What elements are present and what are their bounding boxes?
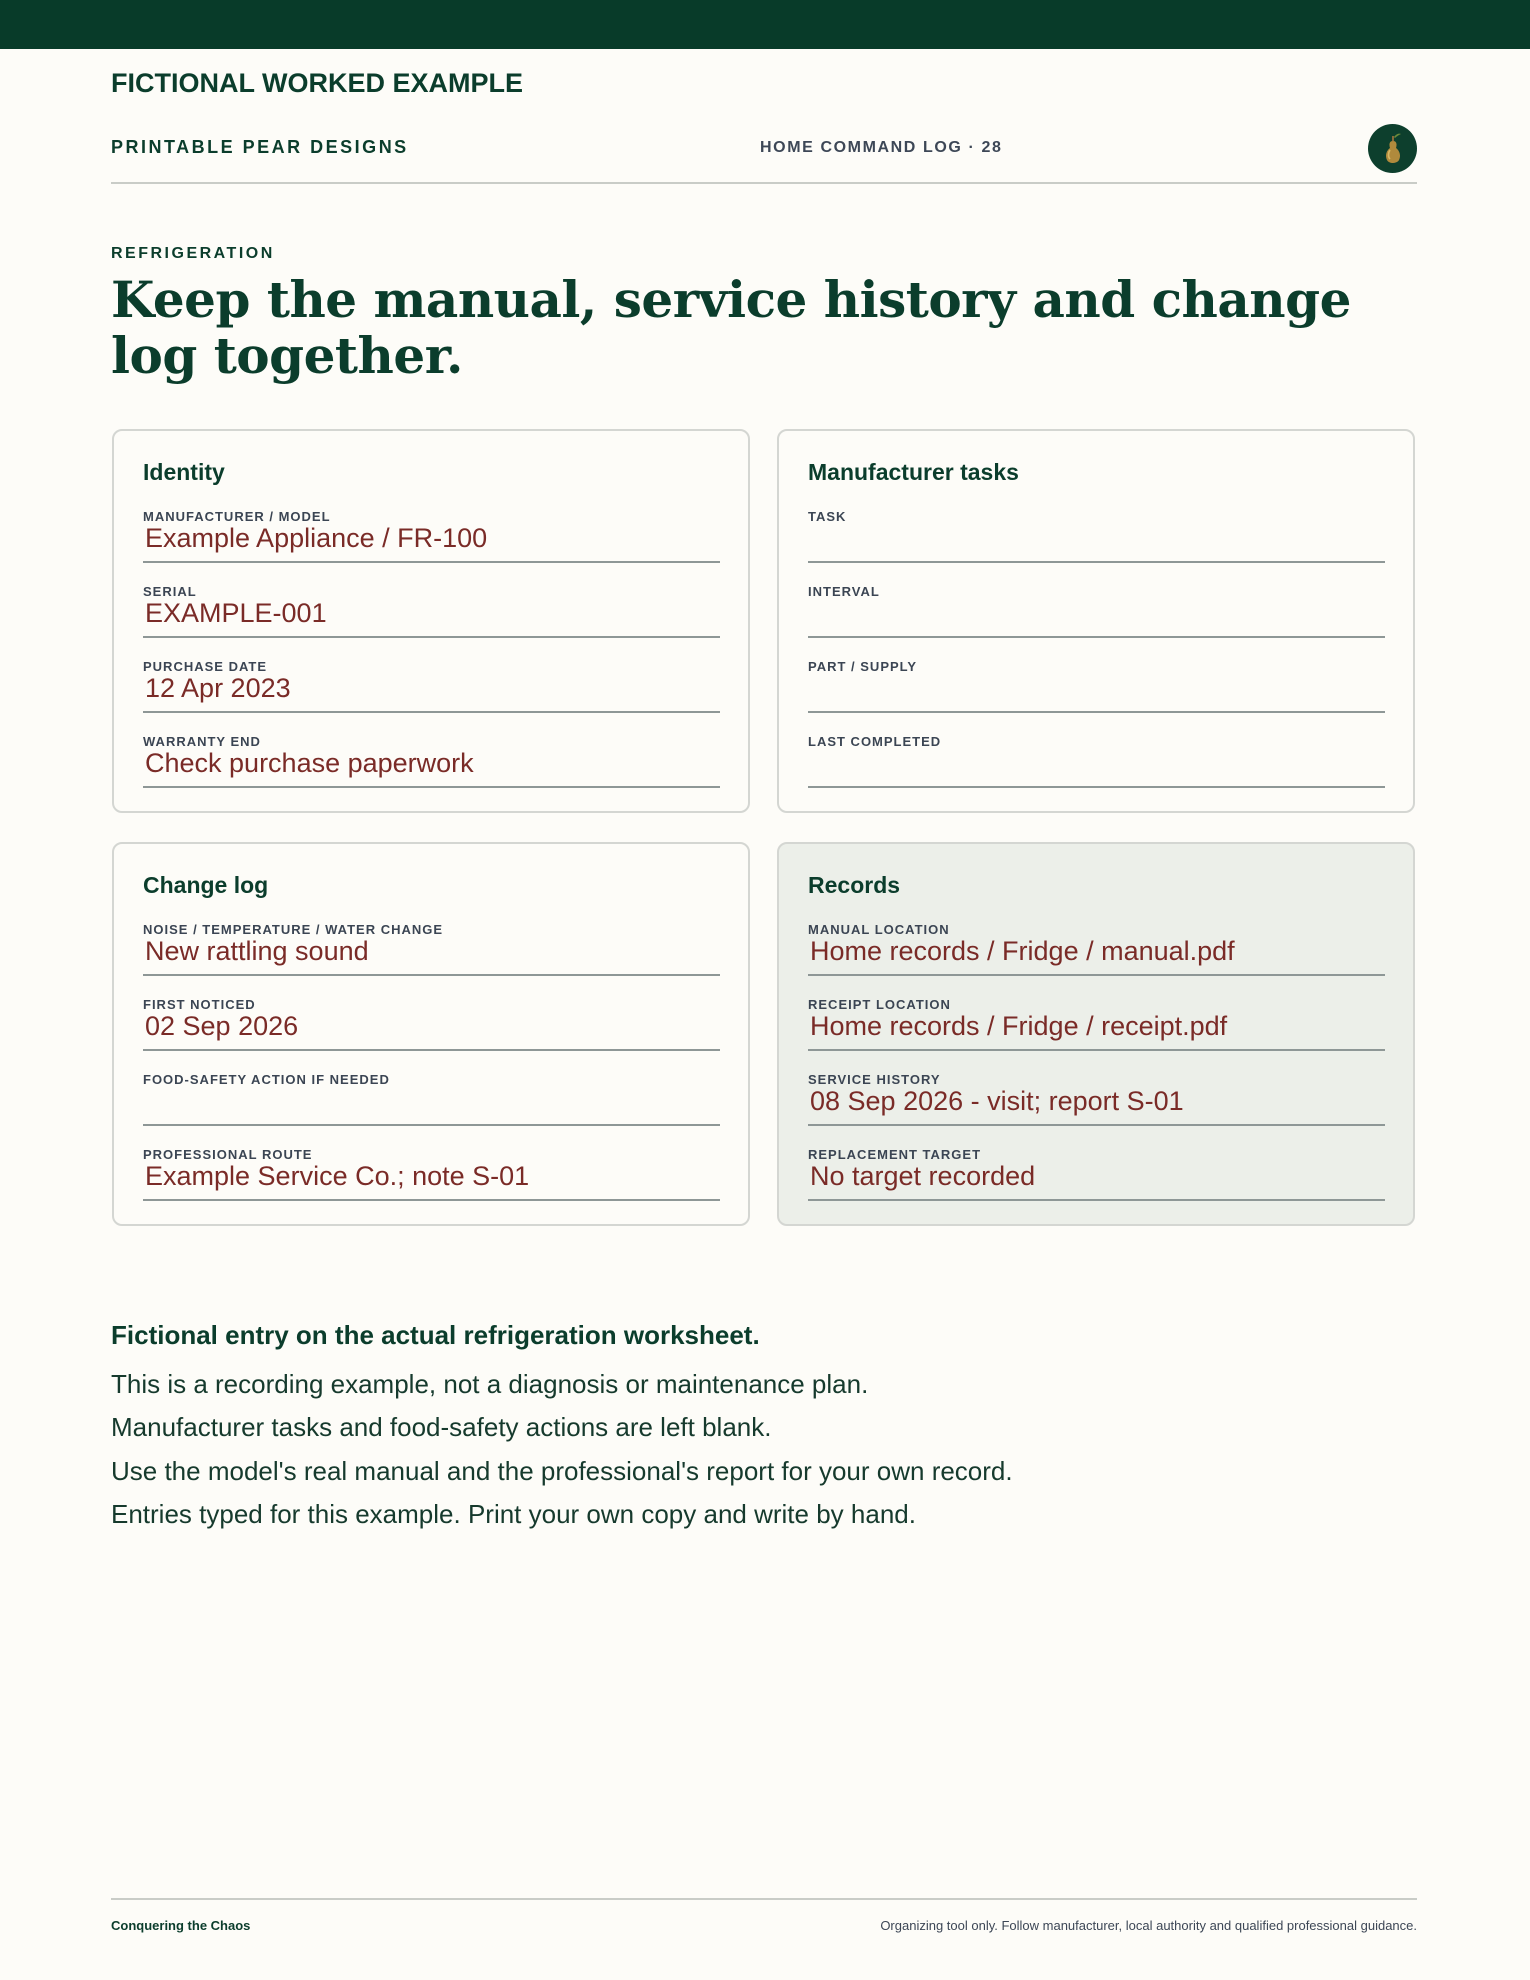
field-value: 12 Apr 2023 [145, 673, 291, 703]
note-line: This is a recording example, not a diagnosis or maintenance plan. [111, 1369, 869, 1399]
field-value: 08 Sep 2026 - visit; report S-01 [810, 1086, 1184, 1116]
field-value: No target recorded [810, 1161, 1036, 1191]
warranty-end-field[interactable] [143, 734, 720, 788]
note-heading: Fictional entry on the actual refrigeration worksheet. [111, 1320, 760, 1350]
document-label: HOME COMMAND LOG · 28 [760, 139, 1003, 156]
field-label: SERIAL [143, 584, 197, 599]
first-noticed-field[interactable] [143, 997, 720, 1051]
identity-card [112, 429, 750, 813]
card-title: Identity [143, 459, 225, 485]
field-label: RECEIPT LOCATION [808, 997, 951, 1012]
field-value: Example Appliance / FR-100 [145, 523, 488, 553]
footer-left: Conquering the Chaos [111, 1918, 251, 1933]
note-line: Entries typed for this example. Print your own copy and write by hand. [111, 1499, 916, 1529]
field-label: PURCHASE DATE [143, 659, 267, 674]
manufacturer-model-field[interactable] [143, 509, 720, 563]
footer-divider [111, 1898, 1417, 1900]
card-title: Records [808, 872, 901, 898]
field-label: WARRANTY END [143, 734, 261, 749]
field-value: Check purchase paperwork [145, 748, 474, 778]
noise-temperature-water-field[interactable] [143, 922, 720, 976]
note-line: Use the model's real manual and the professional's report for your own record. [111, 1456, 1013, 1486]
footer-disclaimer: Organizing tool only. Follow manufacturer, local authority and qualified professional guidance. [880, 1918, 1417, 1933]
field-value: EXAMPLE-001 [145, 598, 327, 628]
manual-location-field[interactable] [808, 922, 1385, 976]
manufacturer-tasks-card [777, 429, 1415, 813]
field-value: Home records / Fridge / manual.pdf [810, 936, 1235, 966]
purchase-date-field[interactable] [143, 659, 720, 713]
field-label: INTERVAL [808, 584, 880, 599]
professional-route-field[interactable] [143, 1147, 720, 1201]
card-title: Manufacturer tasks [808, 459, 1019, 485]
brand-name: PRINTABLE PEAR DESIGNS [111, 137, 409, 157]
header-divider [111, 182, 1417, 184]
field-label: SERVICE HISTORY [808, 1072, 941, 1087]
field-label: MANUFACTURER / MODEL [143, 509, 331, 524]
field-value: 02 Sep 2026 [145, 1011, 299, 1041]
food-safety-action-field[interactable] [143, 1072, 720, 1126]
task-field[interactable] [808, 509, 1385, 563]
field-label: NOISE / TEMPERATURE / WATER CHANGE [143, 922, 444, 937]
field-label: LAST COMPLETED [808, 734, 942, 749]
field-label: REPLACEMENT TARGET [808, 1147, 982, 1162]
field-value: New rattling sound [145, 936, 369, 966]
field-label: FOOD-SAFETY ACTION IF NEEDED [143, 1072, 390, 1087]
service-history-field[interactable] [808, 1072, 1385, 1126]
field-label: TASK [808, 509, 847, 524]
field-value: Example Service Co.; note S-01 [145, 1161, 530, 1191]
field-value: Home records / Fridge / receipt.pdf [810, 1011, 1228, 1041]
field-label: MANUAL LOCATION [808, 922, 950, 937]
note-line: Manufacturer tasks and food-safety actions are left blank. [111, 1412, 772, 1442]
page-headline: Keep the manual, service history and change log together. [111, 270, 1351, 385]
records-card [777, 842, 1415, 1226]
pear-icon [1368, 124, 1417, 173]
section-kicker: REFRIGERATION [111, 245, 275, 262]
change-log-card [112, 842, 750, 1226]
field-label: PART / SUPPLY [808, 659, 918, 674]
last-completed-field[interactable] [808, 734, 1385, 788]
field-label: FIRST NOTICED [143, 997, 256, 1012]
field-label: PROFESSIONAL ROUTE [143, 1147, 313, 1162]
replacement-target-field[interactable] [808, 1147, 1385, 1201]
interval-field[interactable] [808, 584, 1385, 638]
card-title: Change log [143, 872, 269, 898]
receipt-location-field[interactable] [808, 997, 1385, 1051]
top-color-bar [0, 0, 1530, 49]
serial-field[interactable] [143, 584, 720, 638]
part-supply-field[interactable] [808, 659, 1385, 713]
example-banner: FICTIONAL WORKED EXAMPLE [111, 68, 524, 98]
